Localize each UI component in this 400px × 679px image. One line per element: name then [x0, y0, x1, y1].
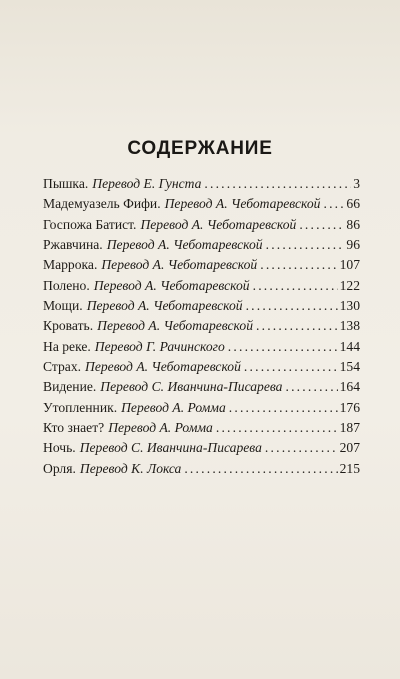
- toc-leader-dots: [228, 337, 338, 357]
- toc-entry-page: 86: [346, 216, 360, 232]
- toc-entry-title: Утопленник.: [43, 399, 118, 415]
- toc-entry-translator: Перевод А. Чеботаревской: [97, 318, 253, 334]
- toc-entry-title: Кто знает?: [43, 420, 105, 436]
- toc-leader-dots: [260, 255, 337, 275]
- toc-entry-title: Мадемуазель Фифи.: [43, 196, 161, 212]
- toc-entry-translator: Перевод А. Чеботаревской: [93, 277, 250, 293]
- toc-entry-page: 187: [339, 420, 360, 436]
- toc-entry-title: Пышка.: [43, 176, 89, 191]
- toc-entry-translator: Перевод А. Чеботаревской: [86, 298, 243, 314]
- toc-entry: [43, 194, 360, 214]
- toc-leader-dots: [253, 276, 338, 296]
- toc-entry-translator: Перевод А. Чеботаревской: [140, 216, 297, 232]
- toc-entry-page: 215: [339, 460, 360, 476]
- toc-entry: [43, 418, 360, 438]
- toc-entry-translator: Перевод К. Локса: [79, 460, 182, 476]
- toc-leader-dots: [216, 418, 338, 438]
- toc-leader-dots: [246, 296, 338, 316]
- toc-entry: [43, 438, 360, 458]
- toc-entry-title: Видение.: [43, 379, 97, 395]
- toc-leader-dots: [256, 316, 338, 336]
- toc-entry: [43, 316, 360, 336]
- toc-leader-dots: [285, 377, 337, 397]
- toc-leader-dots: [266, 235, 345, 255]
- toc-entry-title: Орля.: [43, 460, 76, 476]
- toc-entry: [43, 235, 360, 255]
- toc-entry-title: Кровать.: [43, 318, 94, 334]
- toc-entry-translator: Перевод С. Иванчина-Писарева: [100, 379, 283, 395]
- toc-entry-translator: Перевод А. Чеботаревской: [101, 257, 258, 273]
- toc-entry: [43, 377, 360, 397]
- toc-entry-page: 130: [339, 298, 360, 314]
- toc-entry: [43, 459, 360, 479]
- toc-entry-translator: Перевод А. Чеботаревской: [164, 196, 321, 212]
- toc-entry: [43, 215, 360, 235]
- toc-leader-dots: [244, 357, 338, 377]
- toc-heading: СОДЕРЖАНИЕ: [127, 138, 273, 159]
- toc-entry-translator: Перевод А. Ромма: [121, 399, 226, 415]
- toc-leader-dots: [184, 459, 337, 479]
- toc-entry-page: 154: [339, 359, 360, 375]
- table-of-contents: [43, 174, 360, 479]
- toc-entry-translator: Перевод Г. Рачинского: [94, 338, 225, 354]
- toc-entry-page: 144: [339, 338, 360, 354]
- toc-entry-title: Госпожа Батист.: [43, 216, 137, 232]
- toc-entry: [43, 255, 360, 275]
- toc-entry-title: Мощи.: [43, 298, 83, 314]
- toc-entry-title: На реке.: [43, 338, 91, 354]
- toc-entry: [43, 174, 360, 194]
- toc-entry-page: 176: [339, 399, 360, 415]
- toc-entry-page: 66: [346, 196, 360, 212]
- toc-entry: [43, 398, 360, 418]
- toc-entry-translator: Перевод А. Ромма: [108, 420, 213, 436]
- toc-entry-title: Ночь.: [43, 440, 76, 456]
- toc-leader-dots: [204, 174, 351, 194]
- toc-entry-translator: Перевод Е. Гунста: [92, 176, 202, 191]
- toc-entry: [43, 276, 360, 296]
- toc-entry-title: Маррока.: [43, 257, 98, 273]
- toc-entry: [43, 296, 360, 316]
- toc-entry-page: 164: [339, 379, 360, 395]
- toc-entry-translator: Перевод А. Чеботаревской: [106, 237, 263, 253]
- toc-entry-page: 122: [339, 277, 360, 293]
- toc-entry-page: 207: [339, 440, 360, 456]
- toc-entry-page: 107: [339, 257, 360, 273]
- toc-entry-translator: Перевод А. Чеботаревской: [85, 359, 241, 375]
- toc-leader-dots: [299, 215, 344, 235]
- toc-leader-dots: [323, 194, 344, 214]
- toc-entry-title: Полено.: [43, 277, 90, 293]
- toc-leader-dots: [229, 398, 338, 418]
- toc-entry-page: 96: [346, 237, 360, 253]
- toc-entry-title: Ржавчина.: [43, 237, 103, 253]
- toc-leader-dots: [265, 438, 338, 458]
- toc-entry: [43, 357, 360, 377]
- toc-entry: [43, 337, 360, 357]
- toc-entry-page: 138: [339, 318, 360, 334]
- toc-entry-translator: Перевод С. Иванчина-Писарева: [79, 440, 262, 456]
- toc-entry-title: Страх.: [43, 359, 82, 375]
- toc-entry-page: 3: [353, 176, 360, 191]
